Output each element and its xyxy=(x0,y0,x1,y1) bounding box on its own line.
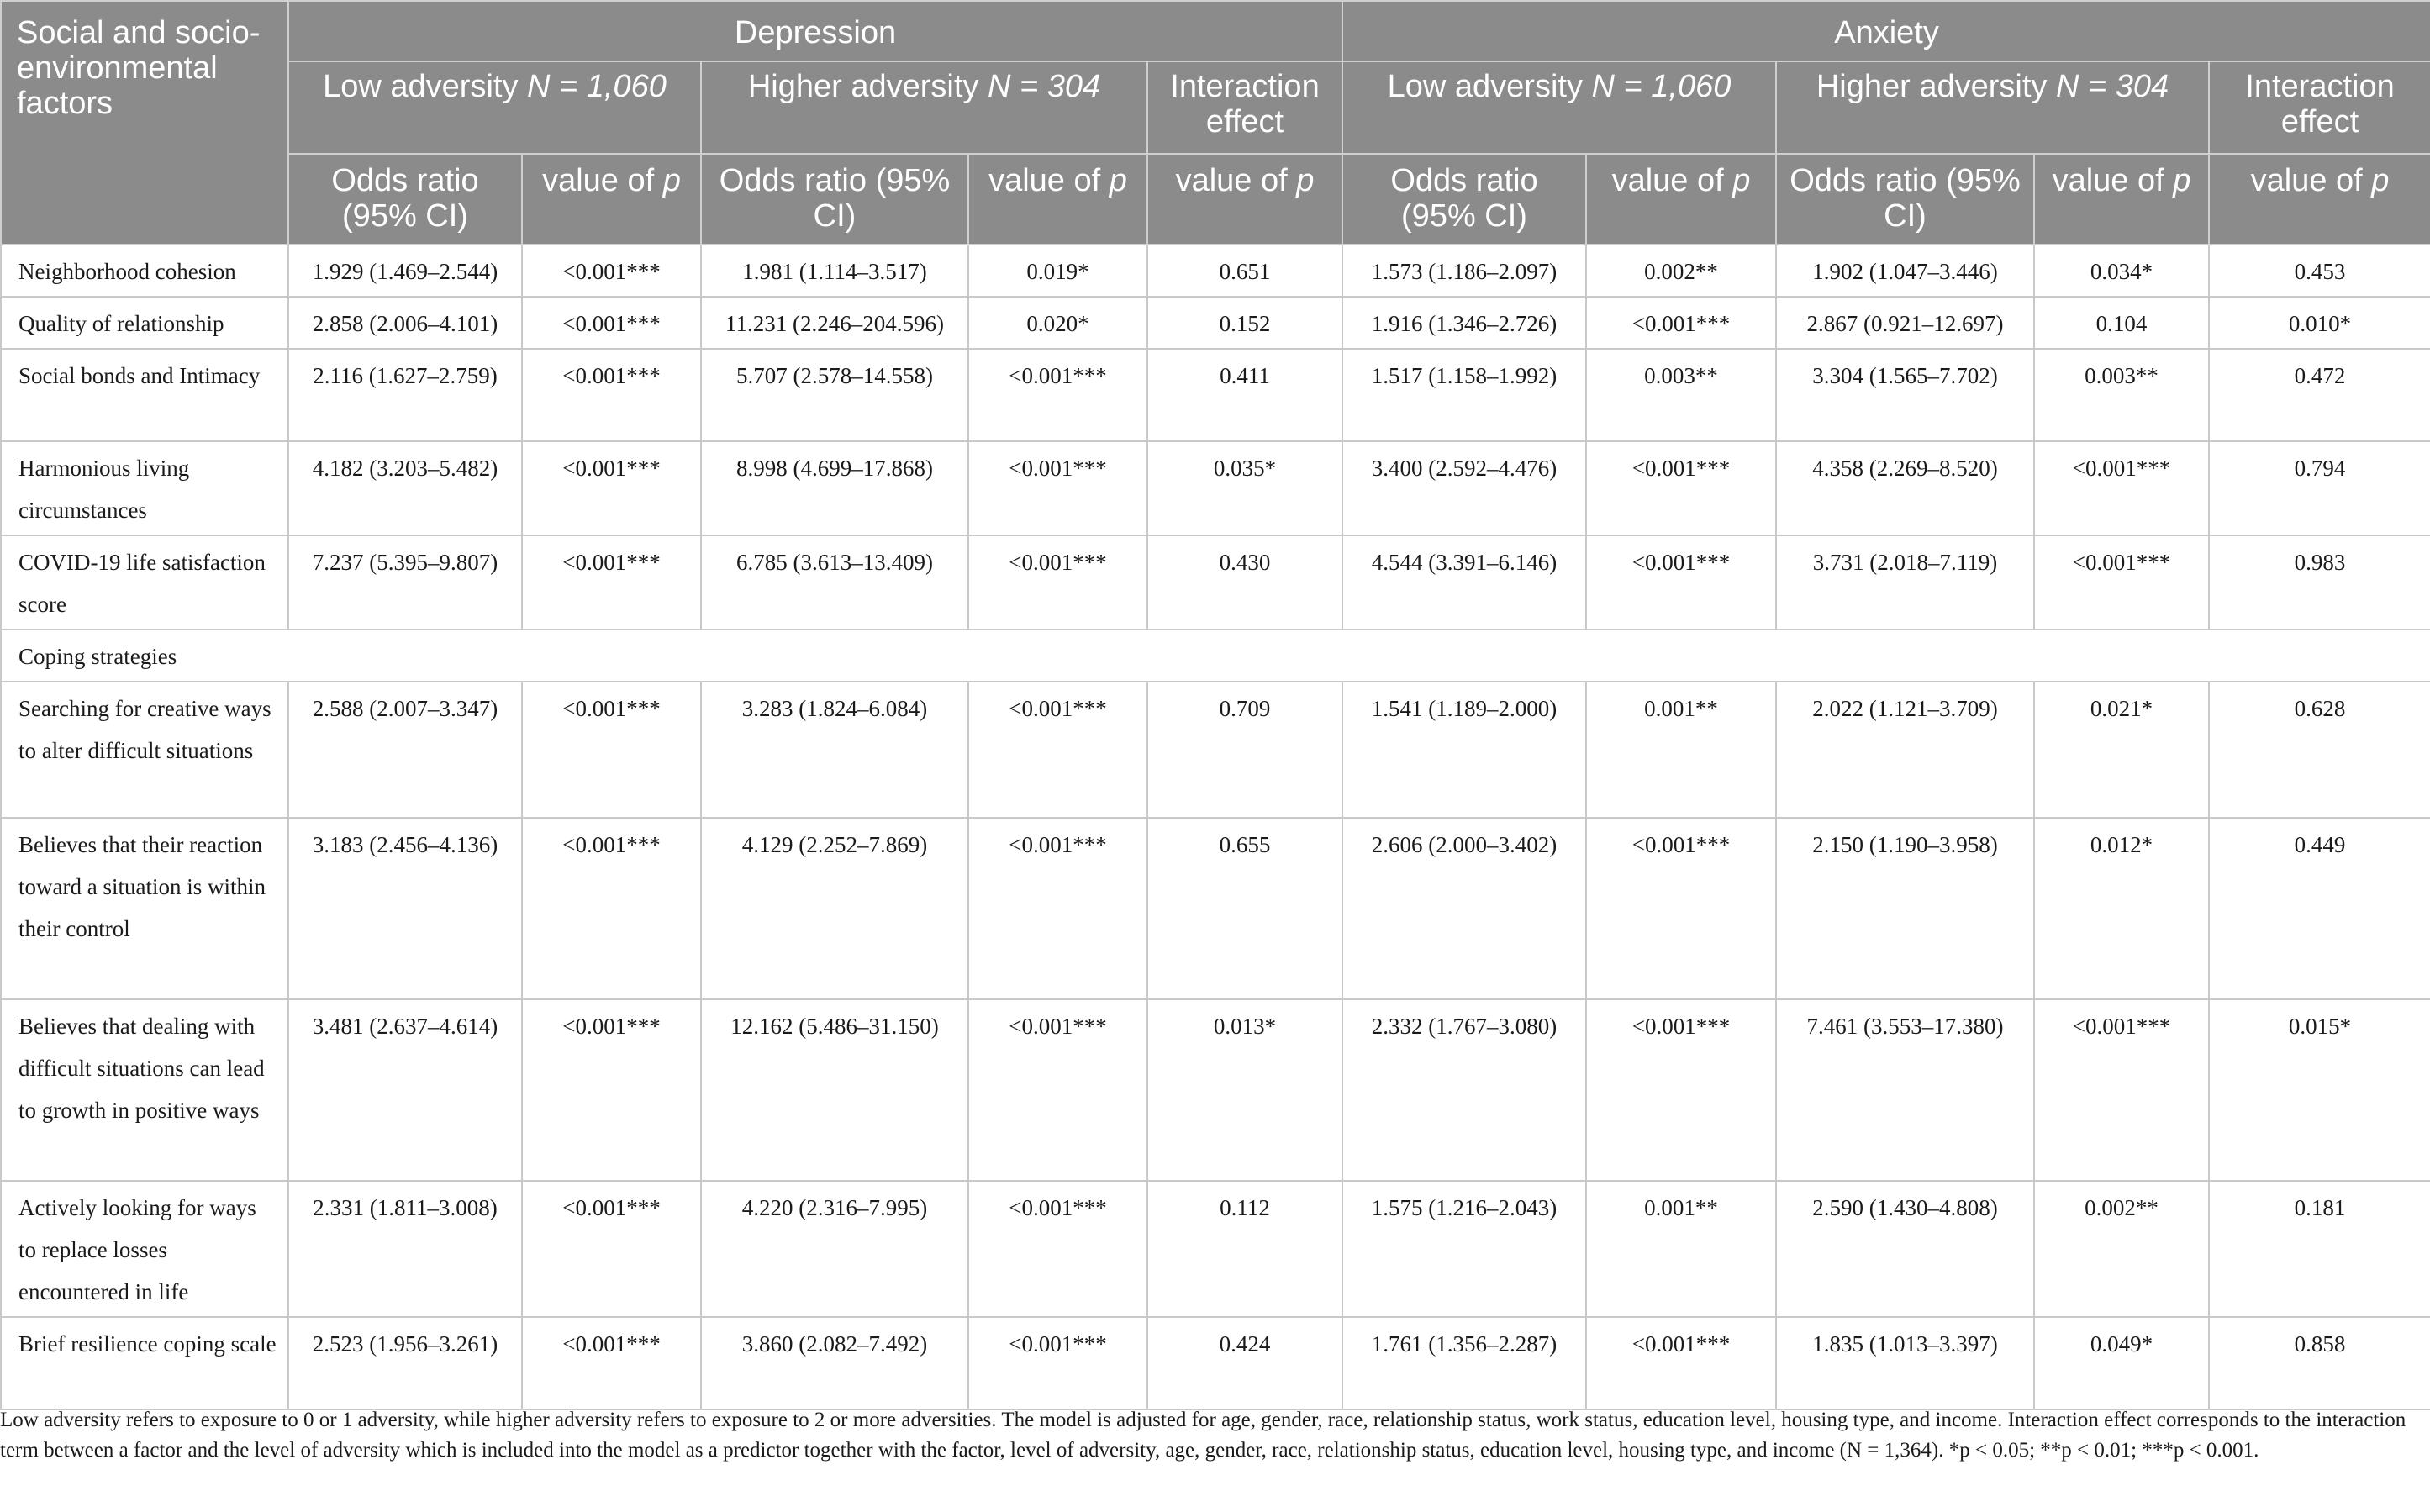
row-label: Actively looking for ways to replace losses encountered in life xyxy=(1,1181,288,1317)
table-cell: <0.001*** xyxy=(1586,441,1776,535)
table-cell: <0.001*** xyxy=(522,682,701,818)
table-cell: 0.003** xyxy=(1586,349,1776,441)
table-row xyxy=(1,349,2430,441)
table-footnote: Low adversity refers to exposure to 0 or 1 adversity, while higher adversity refers to exposure to 2 or more adversities. The model is adjusted for age, gender, race, relationship status, work status, education level, housing type, and income. Interaction effect corresponds to the interaction term between a factor and the level of adversity which is included into the model as a predictor together with the factor, level of adversity, age, gender, race, relationship status, education level, housing type, and income (N = 1,364). *p < 0.05; **p < 0.01; ***p < 0.001. xyxy=(0,1409,2406,1462)
table-cell: 2.116 (1.627–2.759) xyxy=(288,349,522,441)
table-cell: 0.449 xyxy=(2209,818,2430,999)
table-cell: <0.001*** xyxy=(968,349,1147,441)
table-cell: 4.182 (3.203–5.482) xyxy=(288,441,522,535)
table-cell: <0.001*** xyxy=(1586,535,1776,630)
table-cell: 0.002** xyxy=(2034,1181,2209,1317)
table-cell: 1.517 (1.158–1.992) xyxy=(1342,349,1586,441)
table-cell: 0.472 xyxy=(2209,349,2430,441)
table-cell: 1.541 (1.189–2.000) xyxy=(1342,682,1586,818)
header-value-p: value of p xyxy=(522,154,701,245)
section-row xyxy=(1,630,2430,682)
table-cell: <0.001*** xyxy=(968,682,1147,818)
table-cell: 0.001** xyxy=(1586,1181,1776,1317)
table-cell: 0.034* xyxy=(2034,245,2209,297)
table-cell: 11.231 (2.246–204.596) xyxy=(701,297,968,349)
table-cell: 4.129 (2.252–7.869) xyxy=(701,818,968,999)
table-cell: 2.858 (2.006–4.101) xyxy=(288,297,522,349)
table-cell: 5.707 (2.578–14.558) xyxy=(701,349,968,441)
table-cell: <0.001*** xyxy=(522,1317,701,1409)
row-label: Neighborhood cohesion xyxy=(1,245,288,297)
header-odds-ratio: Odds ratio (95% CI) xyxy=(1776,154,2034,245)
table-cell: <0.001*** xyxy=(2034,535,2209,630)
table-cell: 0.628 xyxy=(2209,682,2430,818)
table-cell: <0.001*** xyxy=(968,1317,1147,1409)
table-cell: <0.001*** xyxy=(1586,818,1776,999)
table-cell: 2.590 (1.430–4.808) xyxy=(1776,1181,2034,1317)
table-cell: 0.015* xyxy=(2209,999,2430,1181)
table-cell: 2.588 (2.007–3.347) xyxy=(288,682,522,818)
row-label: Brief resilience coping scale xyxy=(1,1317,288,1409)
table-cell: 2.867 (0.921–12.697) xyxy=(1776,297,2034,349)
table-cell: 0.424 xyxy=(1147,1317,1342,1409)
table-row xyxy=(1,1181,2430,1317)
table-cell: 1.916 (1.346–2.726) xyxy=(1342,297,1586,349)
table-cell: <0.001*** xyxy=(968,441,1147,535)
header-factor-col: Social and socio-environmental factors xyxy=(1,1,288,245)
table-cell: 4.358 (2.269–8.520) xyxy=(1776,441,2034,535)
table-cell: <0.001*** xyxy=(522,818,701,999)
table-cell: 0.019* xyxy=(968,245,1147,297)
table-cell: 7.461 (3.553–17.380) xyxy=(1776,999,2034,1181)
table-cell: 0.003** xyxy=(2034,349,2209,441)
table-cell: 2.150 (1.190–3.958) xyxy=(1776,818,2034,999)
table-cell: 2.022 (1.121–3.709) xyxy=(1776,682,2034,818)
table-cell: 4.220 (2.316–7.995) xyxy=(701,1181,968,1317)
table-cell: <0.001*** xyxy=(522,441,701,535)
header-value-p: value of p xyxy=(2034,154,2209,245)
table-cell: 0.020* xyxy=(968,297,1147,349)
table-cell: 3.304 (1.565–7.702) xyxy=(1776,349,2034,441)
table-row xyxy=(1,297,2430,349)
table-cell: 0.152 xyxy=(1147,297,1342,349)
header-value-p: value of p xyxy=(1586,154,1776,245)
table-row xyxy=(1,245,2430,297)
table-cell: 0.013* xyxy=(1147,999,1342,1181)
table-cell: 0.181 xyxy=(2209,1181,2430,1317)
header-anx-higher-adversity: Higher adversity N = 304 xyxy=(1776,61,2209,154)
header-odds-ratio: Odds ratio (95% CI) xyxy=(288,154,522,245)
header-odds-ratio: Odds ratio (95% CI) xyxy=(701,154,968,245)
table-cell: 1.902 (1.047–3.446) xyxy=(1776,245,2034,297)
header-anx-low-adversity: Low adversity N = 1,060 xyxy=(1342,61,1776,154)
table-cell: <0.001*** xyxy=(2034,999,2209,1181)
table-cell: 0.651 xyxy=(1147,245,1342,297)
table-row xyxy=(1,818,2430,999)
table-cell: 0.655 xyxy=(1147,818,1342,999)
table-cell: 1.573 (1.186–2.097) xyxy=(1342,245,1586,297)
table-cell: <0.001*** xyxy=(522,1181,701,1317)
table-cell: <0.001*** xyxy=(1586,297,1776,349)
section-label: Coping strategies xyxy=(1,630,2430,682)
table-cell: 0.709 xyxy=(1147,682,1342,818)
table-cell: <0.001*** xyxy=(522,349,701,441)
row-label: Believes that their reaction toward a situation is within their control xyxy=(1,818,288,999)
table-cell: <0.001*** xyxy=(522,245,701,297)
header-anxiety: Anxiety xyxy=(1342,1,2430,61)
table-cell: 1.761 (1.356–2.287) xyxy=(1342,1317,1586,1409)
table-cell: 0.983 xyxy=(2209,535,2430,630)
header-value-p: value of p xyxy=(2209,154,2430,245)
table-cell: 6.785 (3.613–13.409) xyxy=(701,535,968,630)
table-cell: 3.400 (2.592–4.476) xyxy=(1342,441,1586,535)
table-cell: 0.453 xyxy=(2209,245,2430,297)
table-cell: 2.606 (2.000–3.402) xyxy=(1342,818,1586,999)
table-cell: 2.332 (1.767–3.080) xyxy=(1342,999,1586,1181)
table-cell: 0.021* xyxy=(2034,682,2209,818)
header-value-p: value of p xyxy=(968,154,1147,245)
table-cell: <0.001*** xyxy=(1586,999,1776,1181)
table-row xyxy=(1,682,2430,818)
header-dep-low-adversity: Low adversity N = 1,060 xyxy=(288,61,701,154)
table-cell: 1.835 (1.013–3.397) xyxy=(1776,1317,2034,1409)
table-cell: <0.001*** xyxy=(968,1181,1147,1317)
table-cell: <0.001*** xyxy=(968,535,1147,630)
table-cell: 0.035* xyxy=(1147,441,1342,535)
table-cell: 2.523 (1.956–3.261) xyxy=(288,1317,522,1409)
table-row xyxy=(1,999,2430,1181)
table-cell: 3.731 (2.018–7.119) xyxy=(1776,535,2034,630)
table-cell: 0.049* xyxy=(2034,1317,2209,1409)
table-cell: 0.858 xyxy=(2209,1317,2430,1409)
table-row xyxy=(1,441,2430,535)
header-dep-higher-adversity: Higher adversity N = 304 xyxy=(701,61,1147,154)
table-cell: 3.481 (2.637–4.614) xyxy=(288,999,522,1181)
table-cell: <0.001*** xyxy=(522,297,701,349)
table-cell: 0.012* xyxy=(2034,818,2209,999)
row-label: Believes that dealing with difficult situations can lead to growth in positive ways xyxy=(1,999,288,1181)
table-row xyxy=(1,535,2430,630)
header-value-p: value of p xyxy=(1147,154,1342,245)
table-cell: <0.001*** xyxy=(968,818,1147,999)
table-cell: 3.860 (2.082–7.492) xyxy=(701,1317,968,1409)
table-cell: 0.112 xyxy=(1147,1181,1342,1317)
header-dep-interaction: Interaction effect xyxy=(1147,61,1342,154)
row-label: Harmonious living circumstances xyxy=(1,441,288,535)
table-cell: 3.283 (1.824–6.084) xyxy=(701,682,968,818)
table-cell: 0.104 xyxy=(2034,297,2209,349)
header-odds-ratio: Odds ratio (95% CI) xyxy=(1342,154,1586,245)
table-cell: 7.237 (5.395–9.807) xyxy=(288,535,522,630)
table-cell: 3.183 (2.456–4.136) xyxy=(288,818,522,999)
table-cell: 0.411 xyxy=(1147,349,1342,441)
table-cell: 8.998 (4.699–17.868) xyxy=(701,441,968,535)
table-cell: <0.001*** xyxy=(2034,441,2209,535)
table-cell: 0.002** xyxy=(1586,245,1776,297)
table-cell: <0.001*** xyxy=(522,999,701,1181)
table-cell: 0.001** xyxy=(1586,682,1776,818)
row-label: Quality of relationship xyxy=(1,297,288,349)
header-anx-interaction: Interaction effect xyxy=(2209,61,2430,154)
table-cell: 0.430 xyxy=(1147,535,1342,630)
table-cell: <0.001*** xyxy=(522,535,701,630)
row-label: Searching for creative ways to alter difficult situations xyxy=(1,682,288,818)
table-cell: <0.001*** xyxy=(1586,1317,1776,1409)
table-cell: 1.575 (1.216–2.043) xyxy=(1342,1181,1586,1317)
row-label: Social bonds and Intimacy xyxy=(1,349,288,441)
table-cell: 0.010* xyxy=(2209,297,2430,349)
table-cell: 2.331 (1.811–3.008) xyxy=(288,1181,522,1317)
table-cell: 4.544 (3.391–6.146) xyxy=(1342,535,1586,630)
table-cell: 12.162 (5.486–31.150) xyxy=(701,999,968,1181)
table-cell: 1.981 (1.114–3.517) xyxy=(701,245,968,297)
row-label: COVID-19 life satisfaction score xyxy=(1,535,288,630)
header-depression: Depression xyxy=(288,1,1342,61)
table-row xyxy=(1,1317,2430,1409)
table-cell: <0.001*** xyxy=(968,999,1147,1181)
table-cell: 1.929 (1.469–2.544) xyxy=(288,245,522,297)
table-cell: 0.794 xyxy=(2209,441,2430,535)
